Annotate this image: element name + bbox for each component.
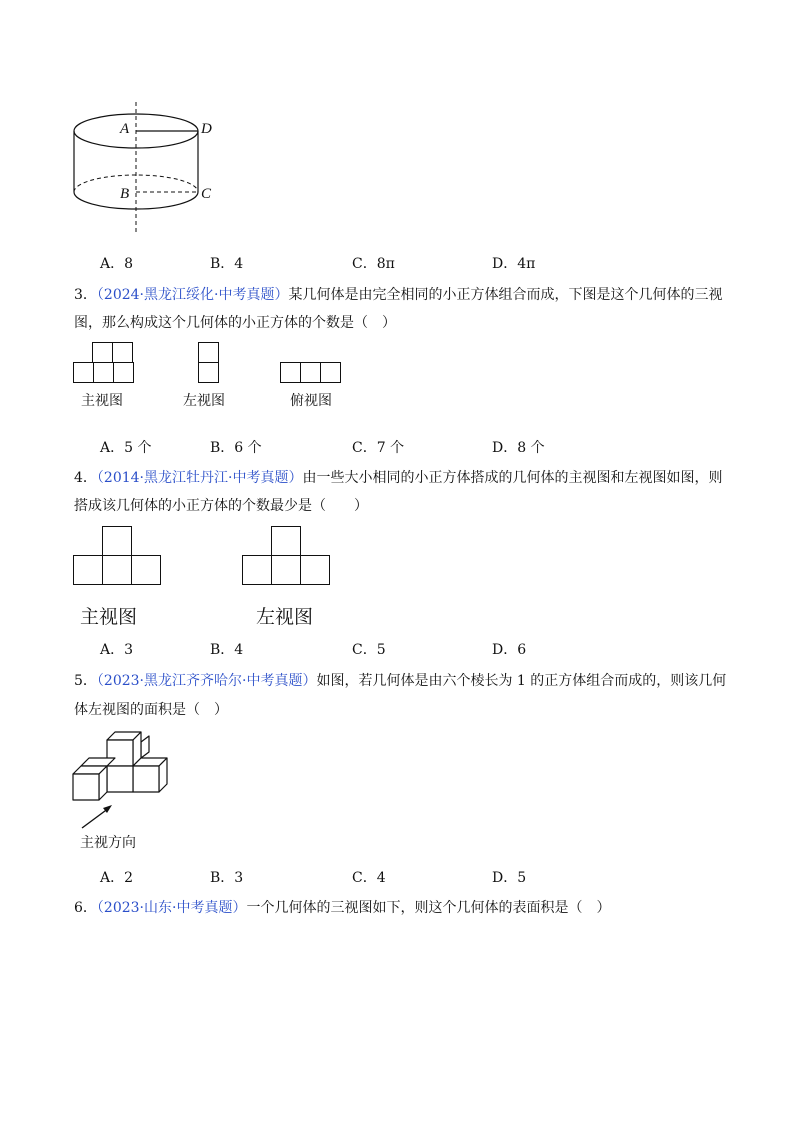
- option-value: 3: [124, 642, 134, 658]
- option-letter: D．: [492, 642, 518, 658]
- option-letter: B．: [210, 440, 235, 456]
- option-letter: B．: [210, 256, 235, 272]
- option-letter: A．: [100, 870, 125, 886]
- q3-side-view: [198, 342, 220, 384]
- option-letter: C．: [352, 870, 377, 886]
- option-value: 6: [517, 642, 527, 658]
- q3-option-d[interactable]: [492, 438, 545, 458]
- option-letter: D．: [492, 440, 518, 456]
- q4-caption-front: 主视图: [80, 606, 138, 628]
- option-letter: A．: [100, 642, 125, 658]
- option-letter: D．: [492, 870, 518, 886]
- question-source[interactable]: （2024·黑龙江绥化·中考真题）: [96, 287, 289, 303]
- question-text: 某几何体是由完全相同的小正方体组合而成，下图是这个几何体的三视: [288, 287, 723, 303]
- q4-line2: [74, 496, 368, 516]
- q4-line1: [74, 468, 722, 488]
- q4-side-view: [242, 526, 332, 586]
- q4-option-b[interactable]: [210, 640, 243, 660]
- q5-direction-caption: 主视方向: [80, 835, 136, 851]
- q3-option-c[interactable]: [352, 438, 404, 458]
- q4-option-c[interactable]: [352, 640, 386, 660]
- q3-caption-top: 俯视图: [290, 393, 332, 409]
- option-value: 8 个: [517, 440, 545, 456]
- q2-option-a[interactable]: [100, 254, 133, 274]
- question-text: 图，那么构成这个几何体的小正方体的个数是（ ）: [74, 315, 396, 331]
- q3-front-view: [73, 342, 135, 384]
- option-value: 2: [124, 870, 134, 886]
- option-letter: C．: [352, 440, 377, 456]
- q2-option-d[interactable]: [492, 254, 535, 274]
- option-value: 8: [124, 256, 134, 272]
- question-number: 6．: [74, 900, 97, 916]
- option-value: 5: [517, 870, 527, 886]
- q5-line1: [74, 671, 726, 691]
- q5-option-a[interactable]: [100, 868, 133, 888]
- option-value: 4: [234, 256, 244, 272]
- question-text: 由一些大小相同的小正方体搭成的几何体的主视图和左视图如图，则: [302, 470, 723, 486]
- label-b: B: [120, 186, 130, 202]
- option-value: 4: [234, 642, 244, 658]
- q3-caption-front: 主视图: [81, 393, 123, 409]
- option-value: 7 个: [376, 440, 405, 456]
- question-text: 如图，若几何体是由六个棱长为 1 的正方体组合而成的，则该几何: [316, 673, 727, 689]
- option-value: 3: [234, 870, 244, 886]
- q5-option-c[interactable]: [352, 868, 386, 888]
- option-letter: A．: [100, 256, 125, 272]
- label-c: C: [201, 186, 212, 202]
- q3-line1: [74, 285, 722, 305]
- option-value: 4: [376, 870, 386, 886]
- q5-line2: [74, 700, 228, 720]
- option-letter: B．: [210, 642, 235, 658]
- question-number: 5．: [74, 673, 97, 689]
- question-text: 体左视图的面积是（ ）: [74, 702, 228, 718]
- question-source[interactable]: （2023·山东·中考真题）: [96, 900, 247, 916]
- option-value: 8π: [376, 256, 395, 272]
- q5-option-b[interactable]: [210, 868, 243, 888]
- option-letter: C．: [352, 256, 377, 272]
- option-value: 6 个: [234, 440, 262, 456]
- option-value: 5: [376, 642, 386, 658]
- cylinder-figure: [60, 100, 230, 240]
- question-number: 4．: [74, 470, 97, 486]
- q4-option-a[interactable]: [100, 640, 133, 660]
- q3-option-a[interactable]: [100, 438, 151, 458]
- question-text: 搭成该几何体的小正方体的个数最少是（ ）: [74, 498, 368, 514]
- q4-caption-side: 左视图: [256, 606, 314, 628]
- question-source[interactable]: （2023·黑龙江齐齐哈尔·中考真题）: [96, 673, 317, 689]
- q3-line2: [74, 313, 396, 333]
- label-d: D: [201, 121, 212, 137]
- q5-option-d[interactable]: [492, 868, 526, 888]
- q3-top-view: [280, 362, 342, 384]
- label-a: A: [120, 121, 130, 137]
- option-letter: C．: [352, 642, 377, 658]
- q3-caption-side: 左视图: [183, 393, 225, 409]
- option-value: 5 个: [124, 440, 152, 456]
- q6-line1: [74, 898, 610, 918]
- q2-option-b[interactable]: [210, 254, 243, 274]
- q4-option-d[interactable]: [492, 640, 526, 660]
- option-value: 4π: [517, 256, 536, 272]
- option-letter: D．: [492, 256, 518, 272]
- option-letter: A．: [100, 440, 125, 456]
- q2-option-c[interactable]: [352, 254, 395, 274]
- question-text: 一个几何体的三视图如下，则这个几何体的表面积是（ ）: [246, 900, 611, 916]
- question-number: 3．: [74, 287, 97, 303]
- question-source[interactable]: （2014·黑龙江牡丹江·中考真题）: [96, 470, 303, 486]
- option-letter: B．: [210, 870, 235, 886]
- q4-front-view: [73, 526, 163, 586]
- q3-option-b[interactable]: [210, 438, 262, 458]
